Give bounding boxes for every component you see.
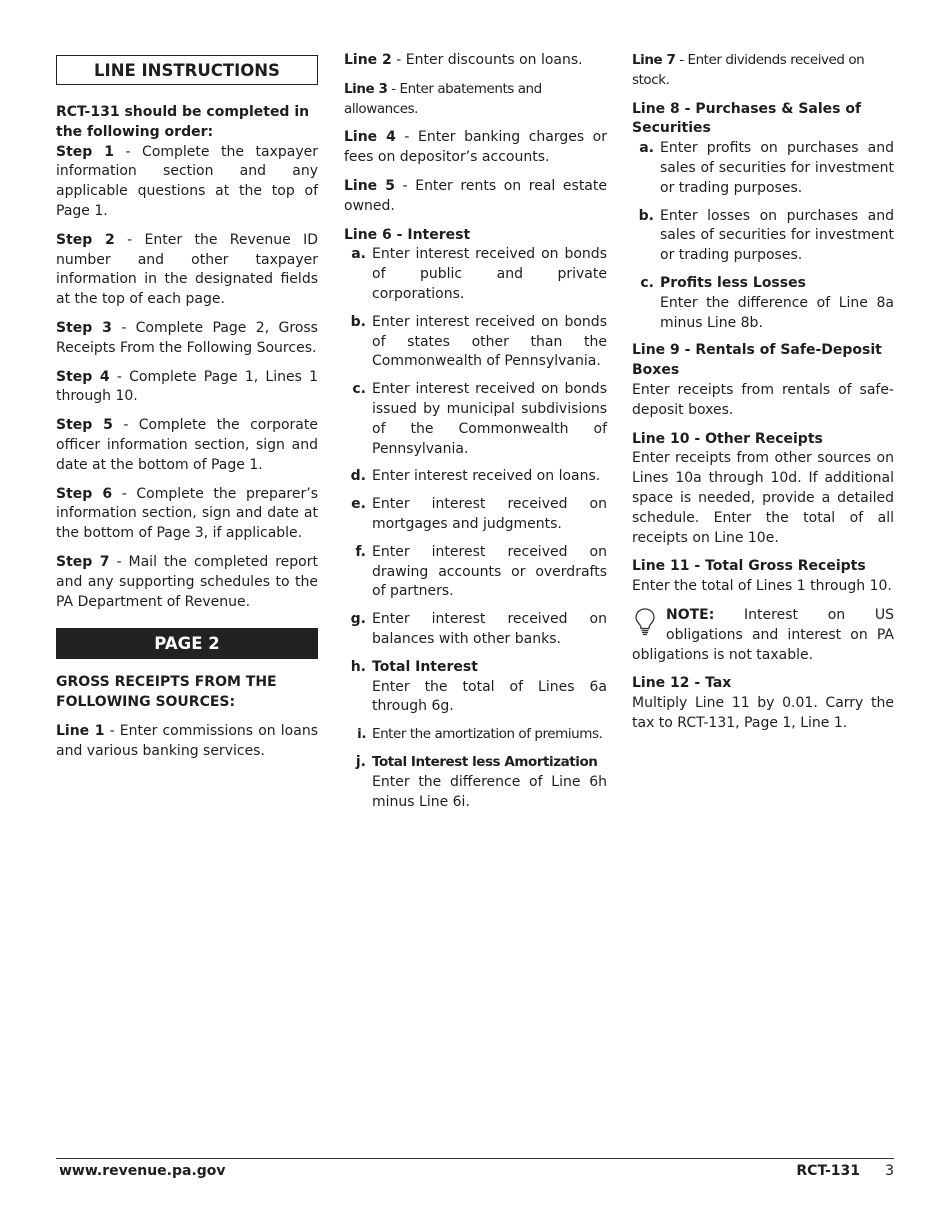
step-6: Step 6 - Complete the preparer’s information section, sign and date at the bottom of Page 3, if applicable. [56,485,318,542]
line-1: Line 1 - Enter commissions on loans and various banking services. [56,722,318,759]
line-6h: h. Total Interest Enter the total of Lines 6a through 6g. [350,658,607,715]
order-heading: RCT-131 should be completed in the following order: [56,104,310,140]
line-instructions-title: LINE INSTRUCTIONS [56,55,318,85]
line-5: Line 5 - Enter rents on real estate owned. [344,177,607,214]
page-number: 3 [885,1163,894,1179]
line-8c: c. Profits less Losses Enter the difference of Line 8a minus Line 8b. [640,274,894,331]
step-2: Step 2 - Enter the Revenue ID number and other taxpayer information in the designated fields at the top of each page. [56,231,318,308]
line-8b: b. Enter losses on purchases and sales of securities for investment or trading purposes. [638,207,894,264]
line-6i: i. Enter the amortization of premiums. [357,726,603,743]
line-11-heading: Line 11 - Total Gross Receipts [632,558,866,575]
line-6b: b. Enter interest received on bonds of states other than the Commonwealth of Pennsylvania. [350,313,607,370]
step-4: Step 4 - Complete Page 1, Lines 1 through 10. [56,368,318,405]
line-4: Line 4 - Enter banking charges or fees on depositor’s accounts. [344,129,608,166]
note-text: Interest on US obligations and interest on PA obligations is not taxable. [632,606,894,663]
column-3 [632,51,894,743]
note [632,606,894,665]
line-12-heading: Line 12 - Tax [632,675,732,692]
line-9-text: Enter receipts from rentals of safe-deposit boxes. [632,381,894,418]
gross-receipts-heading: GROSS RECEIPTS FROM THE FOLLOWING SOURCES: [56,674,277,711]
line-12-text: Multiply Line 11 by 0.01. Carry the tax to RCT-131, Page 1, Line 1. [632,695,894,731]
page-2-title: PAGE 2 [56,628,318,659]
line-2: Line 2 - Enter discounts on loans. [344,52,583,68]
line-6c: c. Enter interest received on bonds issued by municipal subdivisions of the Commonwealth of Pennsylvania. [352,381,607,457]
line-6g: g. Enter interest received on balances with other banks. [350,611,607,647]
line-6j: j. Total Interest less Amortization Enter the difference of Line 6h minus Line 6i. [355,753,607,810]
column-2 [344,51,607,820]
lightbulb-icon [632,606,666,642]
line-9-heading: Line 9 - Rentals of Safe-Deposit Boxes [632,342,882,379]
step-1: Step 1 - Complete the taxpayer information section and any applicable questions at the top of Page 1. [56,143,318,219]
line-3: Line 3 - Enter abatements and allowances. [344,80,542,117]
step-3: Step 3 - Complete Page 2, Gross Receipts From the Following Sources. [56,319,318,356]
line-6f: f. Enter interest received on drawing accounts or overdrafts of partners. [355,543,607,600]
line-10-heading: Line 10 - Other Receipts [632,430,823,447]
line-11-text: Enter the total of Lines 1 through 10. [632,578,892,595]
line-8a: a. Enter profits on purchases and sales of securities for investment or trading purposes. [639,140,894,196]
line-7: Line 7 - Enter dividends received on stock. [632,52,865,88]
footer [56,1158,894,1187]
line-6a: a. Enter interest received on bonds of public and private corporations. [351,246,607,302]
line-6d: d. Enter interest received on loans. [350,468,601,485]
step-7: Step 7 - Mail the completed report and any supporting schedules to the PA Department of Revenue. [56,553,318,610]
column-1 [56,51,318,771]
line-10-text: Enter receipts from other sources on Lines 10a through 10d. If additional space is needed, provide a detailed schedule. Enter the total of all receipts on Line 10e. [632,450,894,546]
footer-url[interactable]: www.revenue.pa.gov [59,1163,226,1179]
line-6-heading: Line 6 - Interest [344,226,471,243]
footer-form-id: RCT-131 [796,1163,860,1179]
note-label: NOTE: [666,606,715,623]
step-5: Step 5 - Complete the corporate officer information section, sign and date at the bottom of Page 1. [56,417,318,473]
line-6e: e. Enter interest received on mortgages and judgments. [351,496,607,532]
line-8-heading: Line 8 - Purchases & Sales of Securities [632,100,862,137]
